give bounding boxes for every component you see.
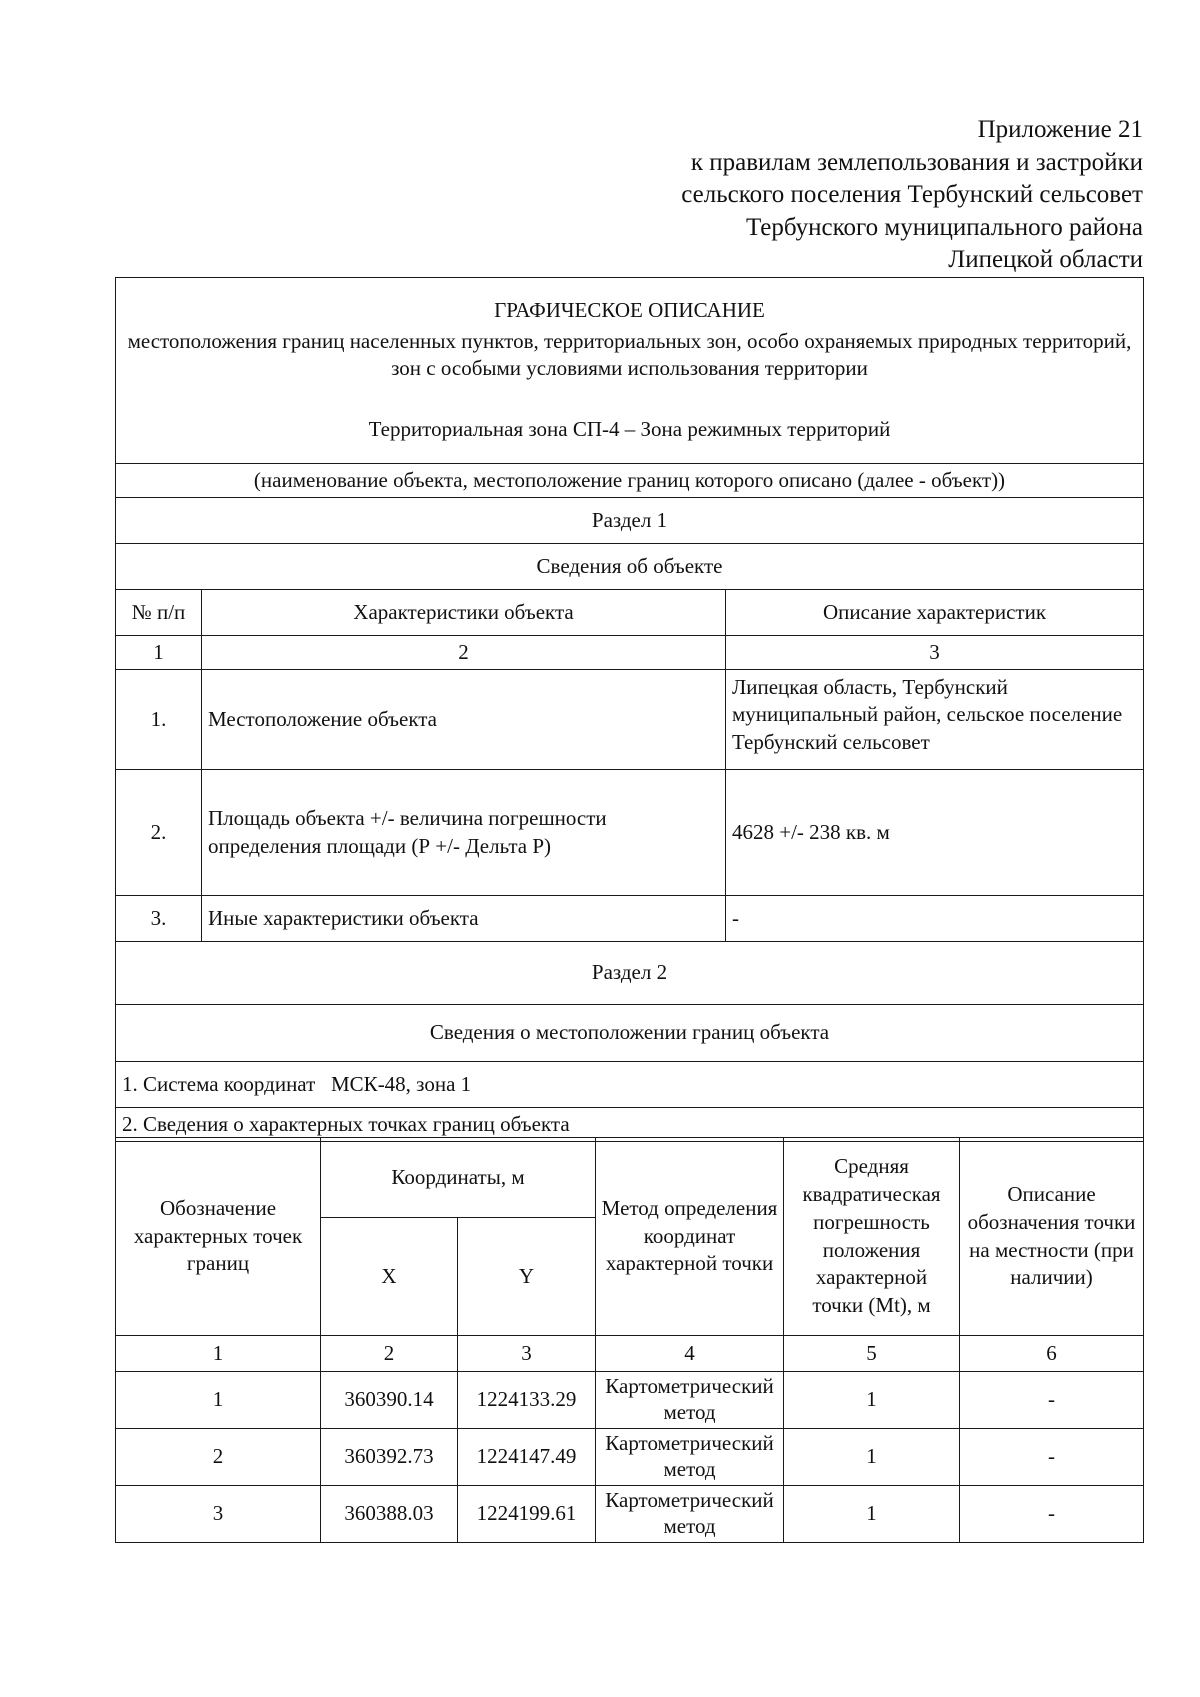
characteristic-value: - [726, 896, 1144, 942]
section2-title: Сведения о местоположении границ объекта [116, 1005, 1144, 1062]
point-method: Картометрический метод [596, 1486, 784, 1543]
column-header-x: X [321, 1218, 458, 1336]
table-row [116, 770, 1144, 896]
document-title: ГРАФИЧЕСКОЕ ОПИСАНИЕ [494, 298, 765, 323]
point-y: 1224133.29 [458, 1372, 596, 1429]
column-header-method: Метод определения координат характерной точки [596, 1138, 784, 1336]
graphic-description-table [115, 277, 1144, 1142]
point-id: 3 [116, 1486, 321, 1543]
characteristic-name: Иные характеристики объекта [202, 896, 726, 942]
point-id: 1 [116, 1372, 321, 1429]
row-number: 2. [116, 770, 202, 896]
column-number: 5 [784, 1336, 960, 1372]
column-header-number: № п/п [116, 590, 202, 636]
point-x: 360388.03 [321, 1486, 458, 1543]
point-x: 360392.73 [321, 1429, 458, 1486]
point-mt: 1 [784, 1486, 960, 1543]
appendix-line: Тербунского муниципального района [745, 213, 1143, 241]
table-row [116, 670, 1144, 770]
object-caption: (наименование объекта, местоположение границ которого описано (далее - объект)) [116, 464, 1144, 498]
table-row [116, 1372, 1144, 1429]
points-caption: 2. Сведения о характерных точках границ объекта [116, 1108, 1144, 1142]
document-subtitle: местоположения границ населенных пунктов, территориальных зон, особо охраняемых природных территорий, зон с особыми условиями использования территории [127, 328, 1132, 380]
column-number: 3 [458, 1336, 596, 1372]
column-header-characteristics: Характеристики объекта [202, 590, 726, 636]
characteristic-name: Площадь объекта +/- величина погрешности определения площади (Р +/- Дельта Р) [202, 770, 726, 896]
characteristic-value: 4628 +/- 238 кв. м [726, 770, 1144, 896]
column-header-designation: Обозначение характерных точек границ [116, 1138, 321, 1336]
section2-label: Раздел 2 [116, 942, 1144, 1005]
column-header-description: Описание характеристик [726, 590, 1144, 636]
column-header-coordinates: Координаты, м [321, 1138, 596, 1218]
column-number: 1 [116, 636, 202, 670]
point-y: 1224199.61 [458, 1486, 596, 1543]
characteristic-value: Липецкая область, Тербунский муниципальный район, сельское поселение Тербунский сельсовет [726, 670, 1144, 770]
point-description: - [960, 1429, 1144, 1486]
point-mt: 1 [784, 1429, 960, 1486]
column-number: 2 [321, 1336, 458, 1372]
column-number: 6 [960, 1336, 1144, 1372]
point-id: 2 [116, 1429, 321, 1486]
point-description: - [960, 1486, 1144, 1543]
appendix-line: сельского поселения Тербунский сельсовет [681, 181, 1143, 208]
section1-label: Раздел 1 [116, 498, 1144, 544]
appendix-heading [560, 114, 1143, 277]
object-name: Территориальная зона СП-4 – Зона режимных территорий [368, 417, 891, 442]
point-method: Картометрический метод [596, 1429, 784, 1486]
column-number: 3 [726, 636, 1144, 670]
row-number: 1. [116, 670, 202, 770]
point-x: 360390.14 [321, 1372, 458, 1429]
column-number: 1 [116, 1336, 321, 1372]
table-row [116, 1486, 1144, 1543]
row-number: 3. [116, 896, 202, 942]
table-row [116, 1429, 1144, 1486]
column-header-y: Y [458, 1218, 596, 1336]
characteristic-name: Местоположение объекта [202, 670, 726, 770]
column-number: 2 [202, 636, 726, 670]
appendix-line: к правилам землепользования и застройки [690, 148, 1143, 176]
coordinate-system: 1. Система координат МСК-48, зона 1 [116, 1062, 1144, 1108]
appendix-line: Липецкой области [948, 246, 1143, 273]
point-method: Картометрический метод [596, 1372, 784, 1429]
column-number: 4 [596, 1336, 784, 1372]
point-y: 1224147.49 [458, 1429, 596, 1486]
point-mt: 1 [784, 1372, 960, 1429]
point-description: - [960, 1372, 1144, 1429]
boundary-points-table [115, 1137, 1144, 1543]
section1-title: Сведения об объекте [116, 544, 1144, 590]
table-row [116, 896, 1144, 942]
column-header-error: Средняя квадратическая погрешность положения характерной точки (Mt), м [784, 1138, 960, 1336]
column-header-point-description: Описание обозначения точки на местности (при наличии) [960, 1138, 1144, 1336]
document-header [116, 278, 1144, 464]
appendix-line: Приложение 21 [977, 116, 1143, 143]
